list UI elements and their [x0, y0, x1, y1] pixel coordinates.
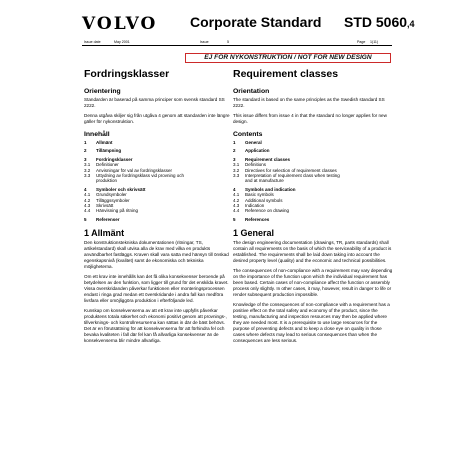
toc-entry: 4.1 Basic symbols [233, 192, 274, 198]
sv-orientation-text-1: Standarden är baserad på samma principer som svensk standard SS 2222. [84, 97, 225, 108]
en-orientation-text-1: The standard is based on the same principles as the Swedish standard SS 2222. [233, 97, 385, 108]
toc-entry: 3.3 Interpretation of requirement class when testing [233, 173, 340, 179]
toc-entry: 1 Allmänt [84, 140, 113, 145]
issue-label: Issue [200, 40, 209, 44]
toc-entry: 4.4 Reference on drawing [233, 208, 290, 214]
swedish-column [84, 68, 232, 344]
en-contents-heading: Contents [233, 131, 263, 138]
standard-number [344, 14, 415, 30]
sv-orientation-heading: Orientering [84, 88, 121, 95]
header-divider [82, 45, 392, 46]
volvo-logo: VOLVO [82, 14, 158, 34]
toc-entry: 4.2 Tilläggssymboler [84, 197, 130, 203]
issue-date-label: Issue date [84, 40, 101, 44]
en-table-of-contents [233, 140, 393, 222]
toc-entry: produktion [96, 178, 118, 184]
en-general-text-3: Knowledge of the consequences of non-compliance with a requirement has a positive effect on the total safety and economy of the product, since the testing, manufacturing and inspection resources may then be applied where they are needed most. It is a prerequisite to use large resources for the purpose of preventing defects and to keep a close eye on quality in those cases where defects may lead to serious consequences than when the consequences are less serious. [233, 302, 390, 344]
en-orientation-text-2: This issue differs from issue 4 in that the standard no longer applies for new design. [233, 113, 387, 124]
toc-entry: 4 Symboler och skrivsätt [84, 186, 146, 192]
toc-entry: 4.3 Indication [233, 203, 265, 209]
toc-entry: 3 Requirement classes [233, 156, 291, 162]
toc-entry: 4.4 Hänvisning på ritning [84, 208, 139, 214]
banner-text: EJ FÖR NYKONSTRUKTION / NOT FOR NEW DESIGN [204, 54, 372, 61]
toc-entry: 4 Symbols and indication [233, 186, 296, 192]
toc-entry: 2 Tillämpning [84, 148, 122, 154]
sv-general-text-3: Kunskap om konsekvenserna av att ett krav inte uppfylls påverkar produktens totala säkerhet och ekonomi positivt genom att provnings-, tillverknings- och kontrollresurserna kan sättas in där de bäst behövs. Det är en förutsättning för att konsekvenserna för att förhindra fel och bevaka kvaliteten i fall där fel kan få allvarliga konsekvenser än de konsekvenserna blir mindre allvarliga. [84, 308, 227, 344]
sv-general-text-1: Den konstruktionstekniska dokumentationen (ritningar, TS, artikelstandard) skall utvisa alla de krav med vilka en produkts användbarhet fastläggs. Kraven skall vara satta med hänsyn till önskad egenskapsnivå (kvalitet) samt de ekonomiska och tekniska möjligheterna. [84, 240, 229, 270]
toc-entry: 4.2 Additional symbols [233, 197, 283, 203]
toc-entry: and at manufacture [245, 178, 284, 184]
toc-entry: 5 References [233, 216, 270, 222]
sv-general-text-2: Om ett krav inte innehålls kan det få olika konsekvenser beroende på betydelsen av den funktion, som ligger till grund för det enskilda kravet. Vissa överskridanden påverkar funktionen eller monteringsprocessen endast i ringa grad medan ett överskridande i andra fall kan medföra livsfara eller omöjliggöra produktion i efterföljande led. [84, 274, 229, 304]
sv-general-heading: 1 Allmänt [84, 228, 125, 239]
toc-entry: 5 Referenser [84, 216, 120, 222]
standard-number-main: STD 5060 [344, 14, 408, 30]
issue-date: May 2001 [114, 40, 130, 44]
page-number: 1(11) [370, 40, 379, 44]
toc-entry: 4.1 Grundsymboler [84, 192, 127, 198]
en-title: Requirement classes [233, 68, 339, 80]
toc-entry: 4.3 Skrivsätt [84, 203, 114, 209]
english-column [233, 68, 393, 344]
en-general-text-1: The design engineering documentation (drawings, TR, parts standards) shall contain all requirements on the basis of which the serviceability of a product is established. The requirements shall be laid down taking into account the desired property level (quality) and the economic and technical possibilities. [233, 240, 392, 264]
standard-number-suffix: ,4 [407, 19, 415, 29]
en-orientation-heading: Orientation [233, 88, 270, 95]
sv-table-of-contents [84, 140, 232, 222]
en-general-text-2: The consequences of non-compliance with a requirement may vary depending on the importance of the function upon which the individual requirement has been based. Certain cases of non-compliance affect the function or assembly process only slightly. In other cases, it may, however, result in danger to life or render subsequent production impossible. [233, 268, 393, 298]
toc-entry: 3 Fordringsklasser [84, 156, 133, 162]
toc-entry: 3.3 Uttydning av fordringsklass vid provning och [84, 173, 185, 179]
sv-title: Fordringsklasser [84, 68, 170, 80]
toc-entry: 2 Application [233, 148, 270, 154]
page-label: Page [357, 40, 366, 44]
sv-orientation-text-2: Denna utgåva skiljer sig från utgåva 4 genom att standarden inte längre gäller för nykonstruktion. [84, 113, 230, 124]
toc-entry: 3.1 Definitions [233, 162, 267, 168]
toc-entry: 3.2 Anvisningar för val av fordringsklasser [84, 167, 173, 173]
en-general-heading: 1 General [233, 228, 275, 239]
issue-number: 5 [227, 40, 229, 44]
toc-entry: 3.2 Directives for selection of requirement classes [233, 167, 337, 173]
sv-contents-heading: Innehåll [84, 131, 110, 138]
document-type: Corporate Standard [190, 14, 322, 30]
toc-entry: 1 General [233, 140, 262, 145]
toc-entry: 3.1 Definitioner [84, 162, 119, 168]
